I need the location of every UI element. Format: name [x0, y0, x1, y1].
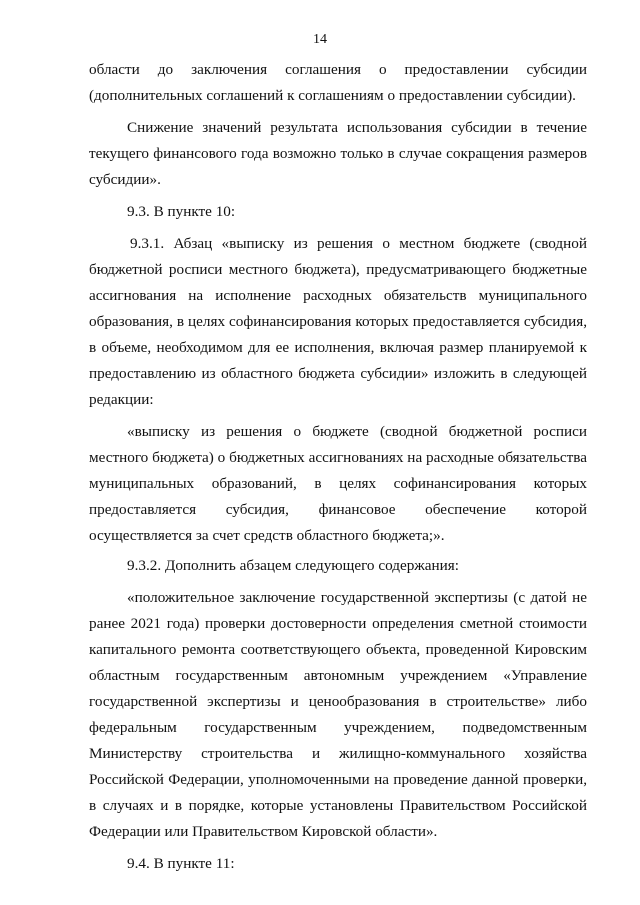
clause-9-3-heading: 9.3. В пункте 10:: [127, 203, 236, 220]
clause-9-4-heading: 9.4. В пункте 11:: [127, 855, 235, 872]
clause-9-3-2: 9.3.2. Дополнить абзацем следующего содержания:: [127, 557, 459, 574]
page-number: 14: [313, 32, 327, 47]
paragraph-continuation: области до заключения соглашения о предоставлении субсидии (дополнительных соглашений к соглашениям о предоставлении субсидии).: [89, 61, 587, 104]
paragraph-new-wording-extract: «выписку из решения о бюджете (сводной бюджетной росписи местного бюджета) о бюджетных ассигнованиях на расходные обязательства муниципальных образований, в целях софинансирования которых предоставляется субсидия, финансовое обеспечение которой осуществляется за счет средств областного бюджета;».: [89, 423, 587, 544]
document-body: [89, 57, 587, 877]
paragraph-subsidy-reduction: Снижение значений результата использования субсидии в течение текущего финансового года возможно только в случае сокращения размеров субсидии».: [89, 119, 587, 188]
clause-9-3-1: 9.3.1. Абзац «выписку из решения о местном бюджете (сводной бюджетной росписи местного бюджета), предусматривающего бюджетные ассигнования на исполнение расходных обязательств муниципального образования, в целях софинансирования которых предоставляется субсидия, в объеме, необходимом для ее исполнения, включая размер планируемой к предоставлению из областного бюджета субсидии» изложить в следующей редакции:: [89, 235, 587, 408]
paragraph-expertise-conclusion: «положительное заключение государственной экспертизы (с датой не ранее 2021 года) проверки достоверности определения сметной стоимости капитального ремонта соответствующего объекта, проведенной Кировским областным государственным автономным учреждением «Управление государственной экспертизы и ценообразования в строительстве» либо федеральным государственным учреждением, подведомственным Министерству строительства и жилищно-коммунального хозяйства Российской Федерации, уполномоченными на проведение данной проверки, в случаях и в порядке, которые установлены Правительством Российской Федерации или Правительством Кировской области».: [89, 589, 587, 840]
